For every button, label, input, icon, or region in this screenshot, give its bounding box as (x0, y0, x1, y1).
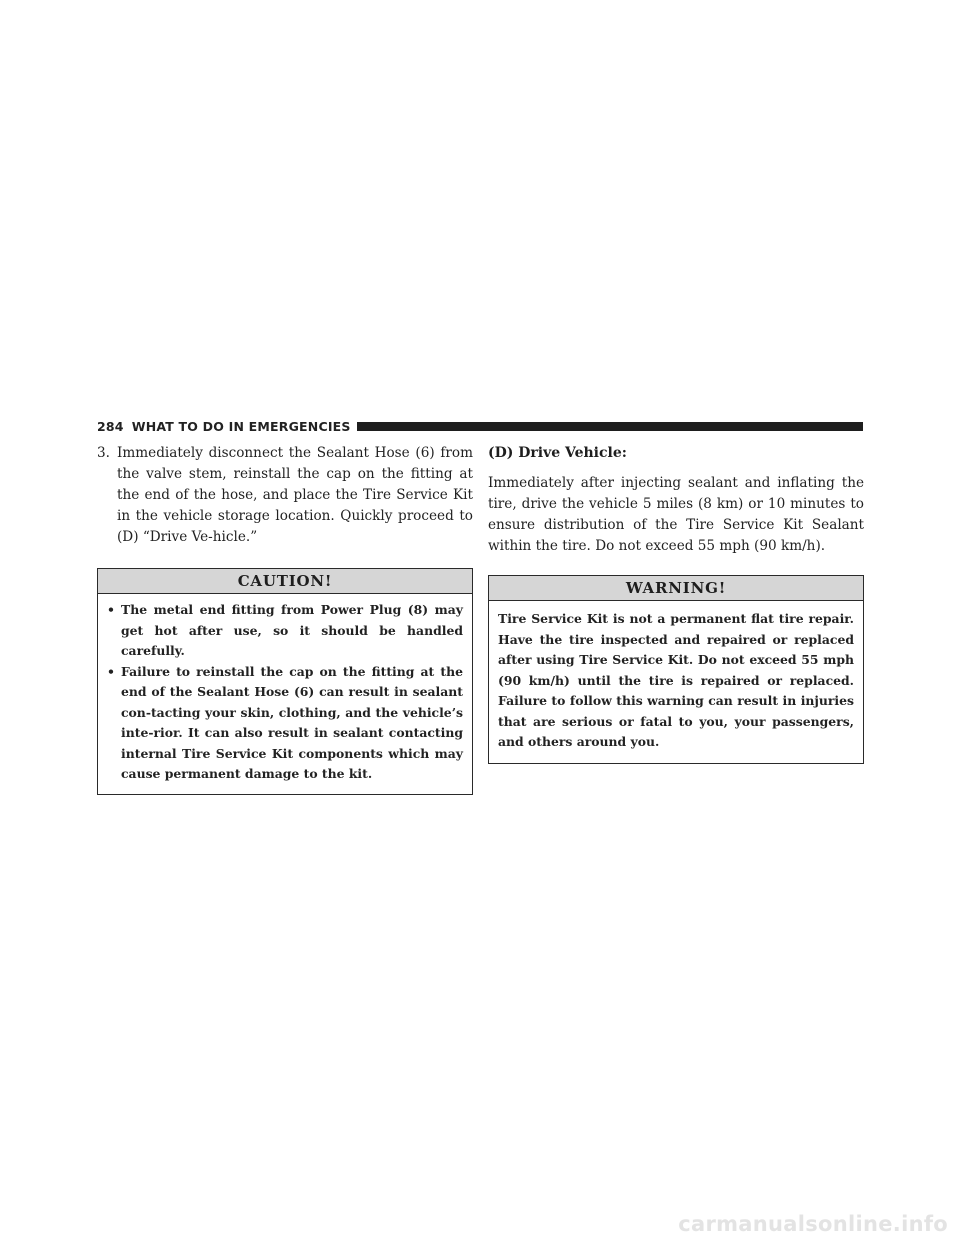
warning-text: Tire Service Kit is not a permanent flat tire repair. Have the tire inspected and repaired or replaced after using Tire Service Kit. Do not exceed 55 mph (90 km/h) until the tire is repaired or replaced. Failure to follow this warning can result in injuries that are serious or fatal to you, your passengers, and others around you. (498, 611, 854, 749)
caution-bullet-text: The metal end fitting from Power Plug (8) may get hot after use, so it should be handled carefully. (121, 602, 463, 658)
warning-title: WARNING! (489, 576, 863, 601)
watermark: carmanualsonline.info (678, 1212, 948, 1236)
page-number: 284 (97, 418, 124, 434)
warning-box (488, 575, 864, 764)
caution-body (98, 594, 472, 794)
caution-title: CAUTION! (98, 569, 472, 594)
drive-vehicle-heading: (D) Drive Vehicle: (488, 445, 627, 461)
section-title: WHAT TO DO IN EMERGENCIES (131, 418, 351, 434)
step-number: 3. (97, 445, 110, 461)
page-header (97, 417, 863, 435)
header-rule (357, 422, 863, 431)
caution-bullet (107, 600, 463, 662)
bullet-icon: • (107, 602, 115, 617)
step-3 (97, 443, 473, 548)
caution-bullet (107, 662, 463, 785)
bullet-icon: • (107, 663, 115, 679)
drive-vehicle-paragraph: Immediately after injecting sealant and inflating the tire, drive the vehicle 5 miles (8 km) or 10 minutes to ensure distribution of the Tire Service Kit Sealant within the tire. Do not exceed 55 mph (90 km/h). (488, 475, 864, 554)
caution-box (97, 568, 473, 795)
caution-bullet-text: Failure to reinstall the cap on the fitting at the end of the Sealant Hose (6) can result in sealant con-tacting your skin, clothing, and the vehicle’s inte-rior. It can also result in sealant contacting internal Tire Service Kit components which may cause permanent damage to the kit. (121, 663, 463, 781)
left-column (97, 443, 473, 795)
right-column (488, 443, 864, 764)
step-text: Immediately disconnect the Sealant Hose (6) from the valve stem, reinstall the cap on the fitting at the end of the hose, and place the Tire Service Kit in the vehicle storage location. Quickly proceed to (D) “Drive Ve-hicle.” (117, 445, 473, 545)
